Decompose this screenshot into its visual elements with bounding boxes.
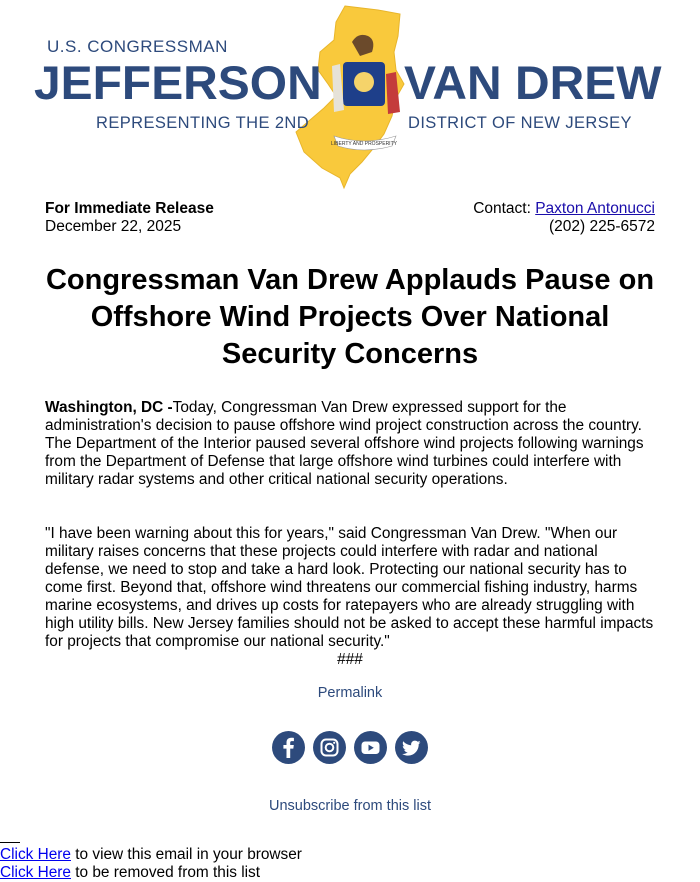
instagram-icon[interactable] bbox=[313, 731, 346, 764]
facebook-icon[interactable] bbox=[272, 731, 305, 764]
twitter-icon[interactable] bbox=[395, 731, 428, 764]
permalink-link[interactable]: Permalink bbox=[317, 685, 383, 701]
dateline: Washington, DC - bbox=[45, 399, 173, 416]
seal-banner-text: LIBERTY AND PROSPERITY bbox=[331, 141, 397, 147]
header-name-first: JEFFERSON bbox=[34, 56, 322, 109]
view-in-browser-text: to view this email in your browser bbox=[70, 846, 302, 863]
release-label: For Immediate Release bbox=[45, 200, 214, 217]
footer-view-in-browser bbox=[0, 846, 302, 864]
end-mark: ### bbox=[337, 651, 363, 668]
header-subtitle-right: DISTRICT OF NEW JERSEY bbox=[408, 114, 632, 132]
footer-remove-from-list bbox=[0, 864, 260, 882]
footer-divider bbox=[0, 842, 20, 843]
remove-from-list-link[interactable]: Click Here bbox=[0, 864, 71, 881]
contact-info bbox=[473, 200, 655, 236]
body-paragraph-2: "I have been warning about this for years," said Congressman Van Drew. "When our military raises concerns that these projects could interfere with radar and national defense, we need to stop and take a hard look. Protecting our national security has to come first. Beyond that, offshore wind threatens our commercial fishing industry, harms marine ecosystems, and drives up costs for ratepayers who are already struggling with high utility bills. New Jersey families should not be asked to accept these harmful impacts for projects that compromise our national security." bbox=[45, 525, 654, 650]
header-name-last: VAN DREW bbox=[404, 56, 662, 109]
contact-label: Contact: bbox=[473, 200, 536, 217]
social-links bbox=[272, 731, 432, 765]
remove-from-list-text: to be removed from this list bbox=[70, 864, 261, 881]
body-paragraph-1-text: Today, Congressman Van Drew expressed support for the administration's decision to pause offshore wind project construction across the country. The Department of the Interior paused several offshore wind projects following warnings from the Department of Defense that large offshore wind turbines could interfere with military radar systems and other critical national security operations. bbox=[45, 399, 644, 488]
release-info bbox=[45, 200, 214, 236]
header-small-title: U.S. CONGRESSMAN bbox=[47, 37, 228, 56]
unsubscribe-link[interactable]: Unsubscribe from this list bbox=[269, 798, 431, 814]
release-date: December 22, 2025 bbox=[45, 218, 182, 235]
view-in-browser-link[interactable]: Click Here bbox=[0, 846, 71, 863]
youtube-icon[interactable] bbox=[354, 731, 387, 764]
body-paragraph-1 bbox=[45, 399, 657, 489]
press-release-headline: Congressman Van Drew Applauds Pause on Offshore Wind Projects Over National Security Concerns bbox=[45, 264, 655, 370]
header-logo bbox=[0, 0, 700, 200]
header-subtitle-left: REPRESENTING THE 2ND bbox=[96, 114, 310, 132]
contact-phone: (202) 225-6572 bbox=[549, 218, 655, 235]
contact-name-link[interactable]: Paxton Antonucci bbox=[535, 200, 655, 217]
